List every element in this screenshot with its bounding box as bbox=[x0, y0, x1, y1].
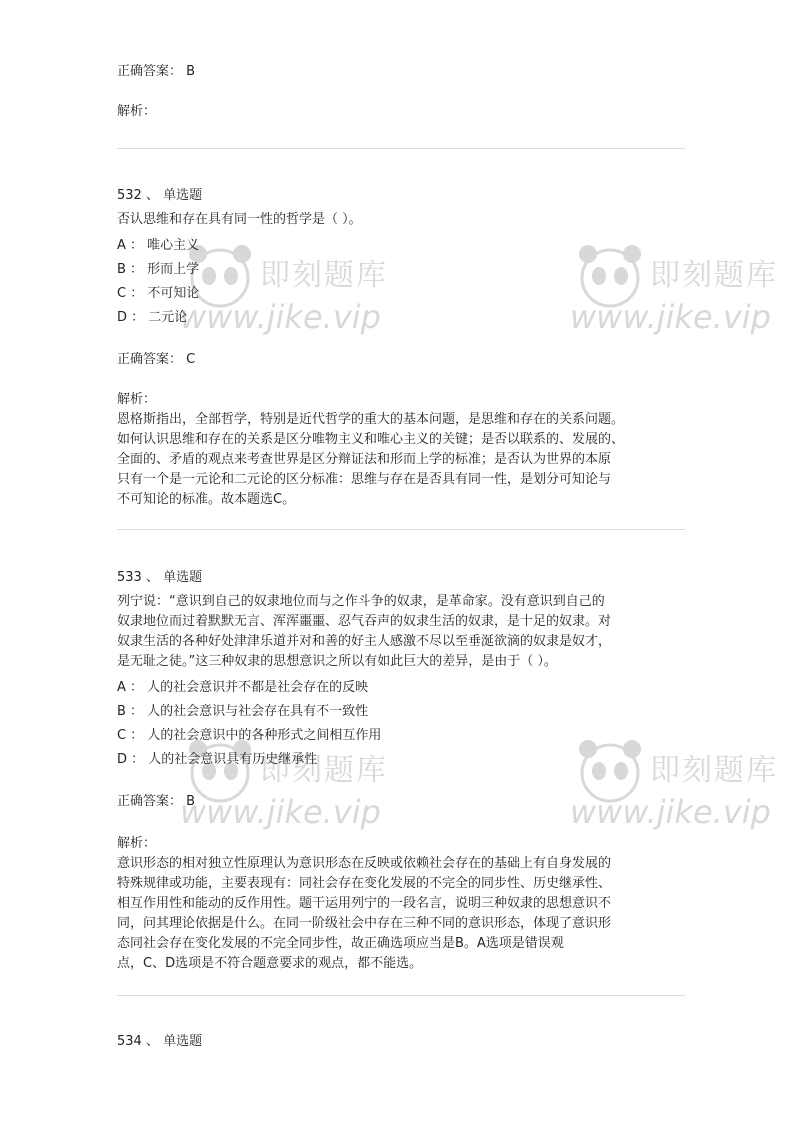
watermark-brand: 即刻题库 bbox=[260, 258, 388, 293]
option-c: C ： 人的社会意识中的各种形式之间相互作用 bbox=[117, 728, 382, 743]
question-header: 532 、 单选题 bbox=[117, 188, 203, 203]
question-line: 奴隶生活的各种好处津津乐道并对和善的好主人感激不尽以至垂涎欲滴的奴隶是奴才， bbox=[117, 634, 612, 649]
option-b: B ： 人的社会意识与社会存在具有不一致性 bbox=[117, 704, 369, 719]
answer-label: 正确答案： B bbox=[117, 64, 196, 79]
question-header: 534 、 单选题 bbox=[117, 1034, 203, 1049]
analysis-text bbox=[117, 410, 683, 510]
watermark-url: www.jike.vip bbox=[180, 793, 381, 831]
analysis-line: 全面的、矛盾的观点来考查世界是区分辩证法和形而上学的标准；是否认为世界的本原 bbox=[117, 452, 612, 467]
analysis-line: 特殊规律或功能，主要表现有：同社会存在变化发展的不完全的同步性、历史继承性、 bbox=[117, 876, 612, 891]
watermark-brand: 即刻题库 bbox=[650, 258, 778, 293]
option-a: A ： 唯心主义 bbox=[117, 238, 200, 253]
panda-logo-icon bbox=[570, 735, 650, 805]
watermark-brand: 即刻题库 bbox=[650, 753, 778, 788]
watermark-brand: 即刻题库 bbox=[260, 753, 388, 788]
analysis-line: 只有一个是一元论和二元论的区分标准：思维与存在是否具有同一性，是划分可知论与 bbox=[117, 472, 612, 487]
separator bbox=[117, 995, 685, 996]
answer-label: 正确答案： C bbox=[117, 352, 196, 367]
analysis-label: 解析： bbox=[117, 836, 157, 851]
analysis-text bbox=[117, 854, 683, 974]
analysis-line: 意识形态的相对独立性原理认为意识形态在反映或依赖社会存在的基础上有自身发展的 bbox=[117, 856, 612, 871]
option-a: A ： 人的社会意识并不都是社会存在的反映 bbox=[117, 680, 369, 695]
answer-label: 正确答案： B bbox=[117, 794, 196, 809]
watermark bbox=[570, 240, 800, 350]
watermark bbox=[570, 735, 800, 845]
analysis-line: 点，C、D选项是不符合题意要求的观点，都不能选。 bbox=[117, 956, 423, 971]
separator bbox=[117, 529, 685, 530]
option-b: B ： 形而上学 bbox=[117, 262, 200, 277]
analysis-line: 恩格斯指出，全部哲学，特别是近代哲学的重大的基本问题，是思维和存在的关系问题。 bbox=[117, 412, 625, 427]
watermark-url: www.jike.vip bbox=[570, 793, 771, 831]
separator bbox=[117, 148, 685, 149]
question-line: 是无耻之徒。”这三种奴隶的思想意识之所以有如此巨大的差异，是由于（ ）。 bbox=[117, 654, 557, 669]
question-text: 否认思维和存在具有同一性的哲学是（ ）。 bbox=[117, 212, 362, 227]
question-text bbox=[117, 592, 683, 672]
option-c: C ： 不可知论 bbox=[117, 286, 200, 301]
watermark-url: www.jike.vip bbox=[570, 298, 771, 336]
option-d: D ： 二元论 bbox=[117, 310, 188, 325]
analysis-line: 如何认识思维和存在的关系是区分唯物主义和唯心主义的关键；是否以联系的、发展的、 bbox=[117, 432, 625, 447]
analysis-line: 不可知论的标准。故本题选C。 bbox=[117, 492, 296, 507]
question-line: 奴隶地位而过着默默无言、浑浑噩噩、忍气吞声的奴隶生活的奴隶，是十足的奴隶。对 bbox=[117, 614, 612, 629]
question-line: 列宁说：“意识到自己的奴隶地位而与之作斗争的奴隶，是革命家。没有意识到自己的 bbox=[117, 594, 605, 609]
analysis-label: 解析： bbox=[117, 104, 157, 119]
analysis-line: 态同社会存在变化发展的不完全同步性，故正确选项应当是B。A选项是错误观 bbox=[117, 936, 564, 951]
analysis-line: 同，问其理论依据是什么。在同一阶级社会中存在三种不同的意识形态，体现了意识形 bbox=[117, 916, 612, 931]
question-header: 533 、 单选题 bbox=[117, 570, 203, 585]
watermark-url: www.jike.vip bbox=[180, 298, 381, 336]
analysis-label: 解析： bbox=[117, 392, 157, 407]
panda-logo-icon bbox=[570, 240, 650, 310]
option-d: D ： 人的社会意识具有历史继承性 bbox=[117, 752, 318, 767]
watermark bbox=[180, 240, 440, 350]
analysis-line: 相互作用性和能动的反作用性。题干运用列宁的一段名言，说明三种奴隶的思想意识不 bbox=[117, 896, 612, 911]
